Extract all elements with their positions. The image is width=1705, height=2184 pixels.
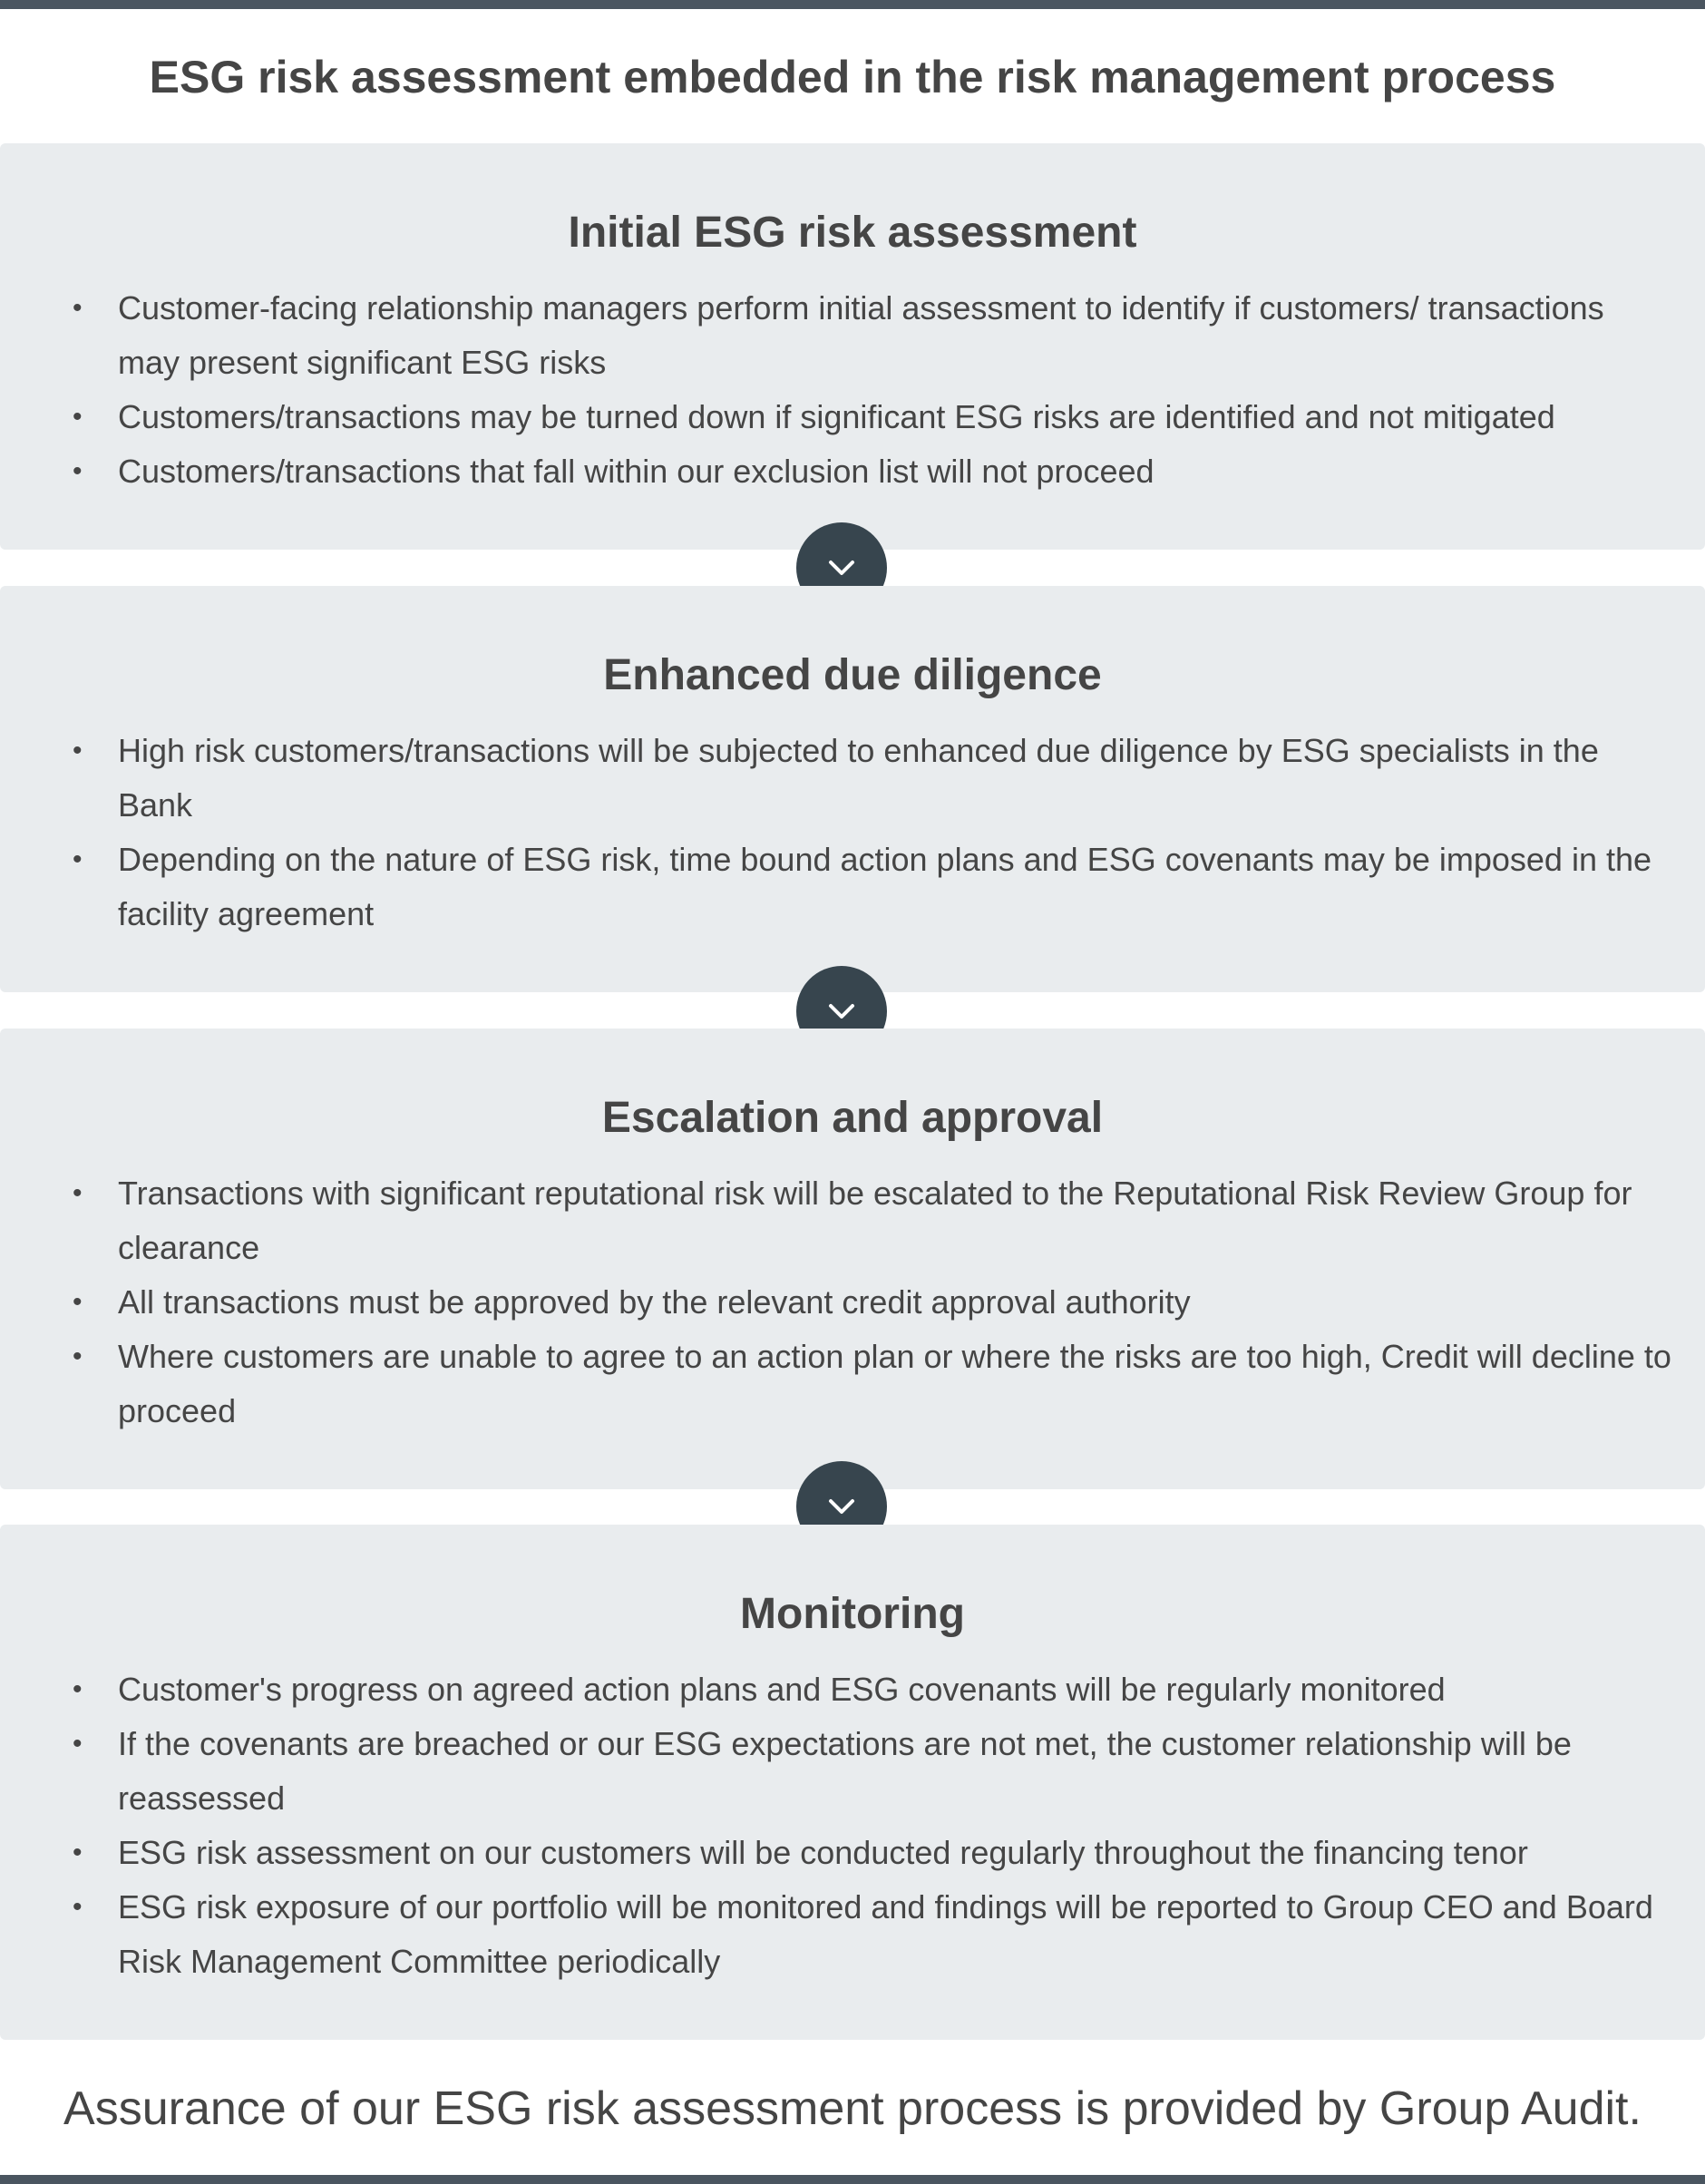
top-border-bar (0, 0, 1705, 9)
list-item-text: Customer's progress on agreed action plans and ESG covenants will be regularly monitored (118, 1671, 1446, 1708)
list-item (0, 1662, 1705, 1717)
stage-enhanced-due-diligence (0, 586, 1705, 992)
stage-bullet-list (0, 1662, 1705, 1989)
stage-initial-assessment (0, 143, 1705, 550)
bullet-dot: • (73, 1341, 83, 1371)
list-item (0, 833, 1705, 941)
chevron-down-glyph (823, 553, 860, 582)
bullet-dot: • (73, 1892, 83, 1922)
bottom-border-bar (0, 2175, 1705, 2184)
list-item-text: ESG risk assessment on our customers will be conducted regularly throughout the financing tenor (118, 1834, 1528, 1871)
list-item-text: Where customers are unable to agree to an action plan or where the risks are too high, Credit will decline to proceed (118, 1338, 1671, 1429)
bullet-dot: • (73, 1674, 83, 1704)
chevron-down-glyph (823, 997, 860, 1026)
chevron-down-glyph (823, 1492, 860, 1521)
stage-monitoring (0, 1525, 1705, 2040)
bullet-dot: • (73, 402, 83, 432)
stage-title: Escalation and approval (601, 1094, 1104, 1142)
list-item-text: ESG risk exposure of our portfolio will be monitored and findings will be reported to Group CEO and Board Risk Management Committee periodically (118, 1888, 1653, 1980)
bullet-dot: • (73, 456, 83, 486)
list-item-text: Customers/transactions that fall within our exclusion list will not proceed (118, 453, 1155, 490)
stage-bullet-list (0, 1166, 1705, 1438)
list-item (0, 1717, 1705, 1826)
bullet-dot: • (73, 844, 83, 874)
stage-escalation-approval (0, 1029, 1705, 1489)
bullet-dot: • (73, 1178, 83, 1208)
list-item (0, 281, 1705, 390)
list-item-text: Customers/transactions may be turned down if significant ESG risks are identified and not mitigated (118, 398, 1555, 435)
stage-title: Enhanced due diligence (603, 651, 1102, 699)
list-item (0, 1330, 1705, 1438)
list-item (0, 1880, 1705, 1989)
bullet-dot: • (73, 1729, 83, 1759)
stage-title: Monitoring (740, 1590, 965, 1638)
list-item (0, 1275, 1705, 1330)
list-item-text: Customer-facing relationship managers perform initial assessment to identify if customers/ transactions may present significant ESG risks (118, 289, 1604, 381)
list-item (0, 1166, 1705, 1275)
stage-bullet-list (0, 724, 1705, 941)
page-title: ESG risk assessment embedded in the risk management process (149, 52, 1556, 102)
stage-bullet-list (0, 281, 1705, 499)
bullet-dot: • (73, 1838, 83, 1867)
stage-title: Initial ESG risk assessment (568, 209, 1137, 257)
bullet-dot: • (73, 1287, 83, 1317)
list-item-text: Transactions with significant reputational risk will be escalated to the Reputational Risk Review Group for clearance (118, 1175, 1632, 1266)
list-item-text: High risk customers/transactions will be subjected to enhanced due diligence by ESG specialists in the Bank (118, 732, 1599, 824)
list-item (0, 1826, 1705, 1880)
bullet-dot: • (73, 736, 83, 765)
list-item-text: Depending on the nature of ESG risk, time bound action plans and ESG covenants may be imposed in the facility agreement (118, 841, 1652, 932)
list-item (0, 390, 1705, 444)
list-item (0, 444, 1705, 499)
assurance-footer-note: Assurance of our ESG risk assessment process is provided by Group Audit. (63, 2082, 1642, 2135)
list-item-text: If the covenants are breached or our ESG expectations are not met, the customer relationship will be reassessed (118, 1725, 1572, 1817)
list-item-text: All transactions must be approved by the relevant credit approval authority (118, 1283, 1191, 1321)
bullet-dot: • (73, 293, 83, 323)
list-item (0, 724, 1705, 833)
